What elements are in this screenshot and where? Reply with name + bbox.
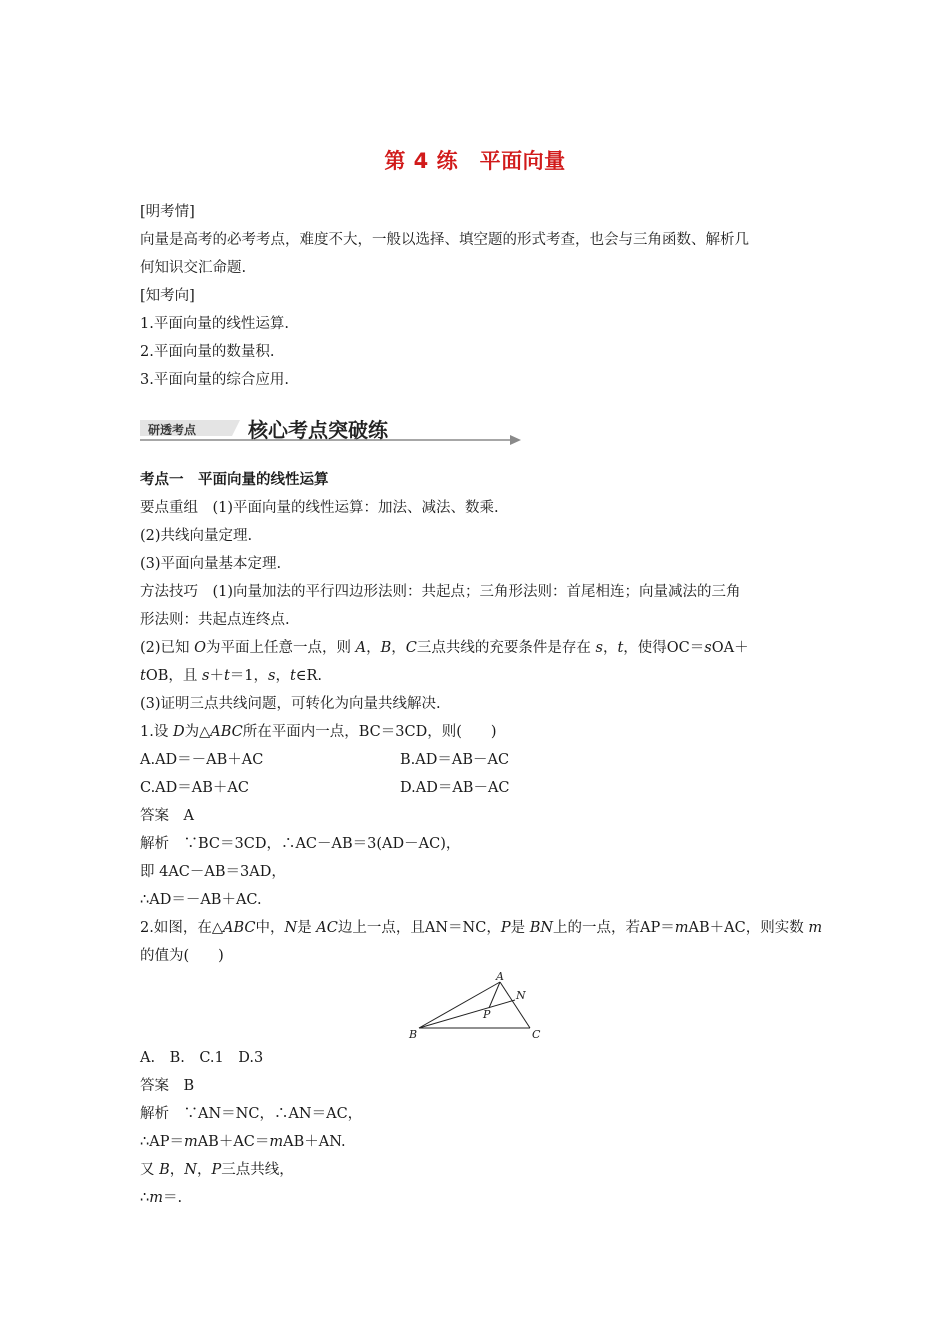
- section-banner: [140, 412, 522, 448]
- zhi-item-3: 3.平面向量的综合应用.: [140, 372, 289, 388]
- page-title: 第 4 练 平面向量: [384, 149, 566, 173]
- label-c: C: [532, 1028, 541, 1041]
- zhi-heading: [知考向]: [140, 288, 195, 304]
- q2-solution-2: ∴AP＝mAB＋AC＝mAB＋AN.: [140, 1134, 346, 1150]
- segment-bn: [419, 1000, 515, 1028]
- q2-stem: 2.如图，在△ABC中，N是 AC边上一点，且AN＝NC，P是 BN上的一点，若AP＝mAB＋AC，则实数 m: [140, 920, 823, 936]
- banner-big-label: 核心考点突破练: [248, 418, 388, 442]
- key-points-3: (3)平面向量基本定理.: [140, 556, 282, 572]
- label-b: B: [409, 1028, 418, 1041]
- q1-option-b: B.AD＝AB－AC: [400, 752, 510, 768]
- zhi-item-1: 1.平面向量的线性运算.: [140, 316, 289, 332]
- q2-answer: 答案 B: [140, 1078, 195, 1094]
- method-1b: 形法则：共起点连终点.: [140, 612, 290, 628]
- q1-solution-1: 解析 ∵BC＝3CD，∴AC－AB＝3(AD－AC)，: [140, 836, 461, 852]
- q1-solution-3: ∴AD＝－AB＋AC.: [140, 892, 262, 908]
- method-2a: (2)已知 O为平面上任意一点，则 A，B，C三点共线的充要条件是存在 s，t，使得OC＝sOA＋: [140, 640, 749, 656]
- key-points-1: 要点重组 (1)平面向量的线性运算：加法、减法、数乘.: [140, 500, 499, 516]
- q1-option-d: D.AD＝AB－AC: [400, 780, 510, 796]
- method-2b: tOB，且 s＋t＝1，s，t∈R.: [140, 668, 323, 684]
- ming-text-1: 向量是高考的必考考点，难度不大，一般以选择、填空题的形式考查，也会与三角函数、解析几: [140, 232, 749, 248]
- section-heading: 考点一 平面向量的线性运算: [140, 472, 329, 488]
- q1-option-c: C.AD＝AB＋AC: [140, 780, 249, 796]
- segment-ba: [419, 982, 500, 1028]
- q1-answer: 答案 A: [140, 808, 194, 824]
- banner-small-label: 研透考点: [148, 423, 197, 437]
- segment-ap: [489, 982, 500, 1008]
- q1-stem: 1.设 D为△ABC所在平面内一点，BC＝3CD，则( ): [140, 724, 497, 740]
- q2-stem-line2: 的值为( ): [140, 948, 224, 964]
- label-p: P: [483, 1008, 491, 1021]
- label-a: A: [496, 970, 504, 983]
- zhi-item-2: 2.平面向量的数量积.: [140, 344, 275, 360]
- q2-solution-3: 又 B，N，P三点共线，: [140, 1162, 294, 1178]
- ming-heading: [明考情]: [140, 204, 195, 220]
- triangle-figure: [405, 970, 555, 1045]
- q2-solution-4: ∴m＝.: [140, 1190, 183, 1206]
- method-1a: 方法技巧 (1)向量加法的平行四边形法则：共起点；三角形法则：首尾相连；向量减法的三角: [140, 584, 741, 600]
- ming-text-2: 何知识交汇命题.: [140, 260, 247, 276]
- label-n: N: [516, 989, 526, 1002]
- q1-solution-2: 即 4AC－AB＝3AD，: [140, 864, 286, 880]
- method-3: (3)证明三点共线问题，可转化为向量共线解决.: [140, 696, 441, 712]
- q2-options: A. B. C.1 D.3: [140, 1050, 264, 1066]
- q2-solution-1: 解析 ∵AN＝NC，∴AN＝AC，: [140, 1106, 363, 1122]
- q1-option-a: A.AD＝－AB＋AC: [140, 752, 264, 768]
- key-points-2: (2)共线向量定理.: [140, 528, 253, 544]
